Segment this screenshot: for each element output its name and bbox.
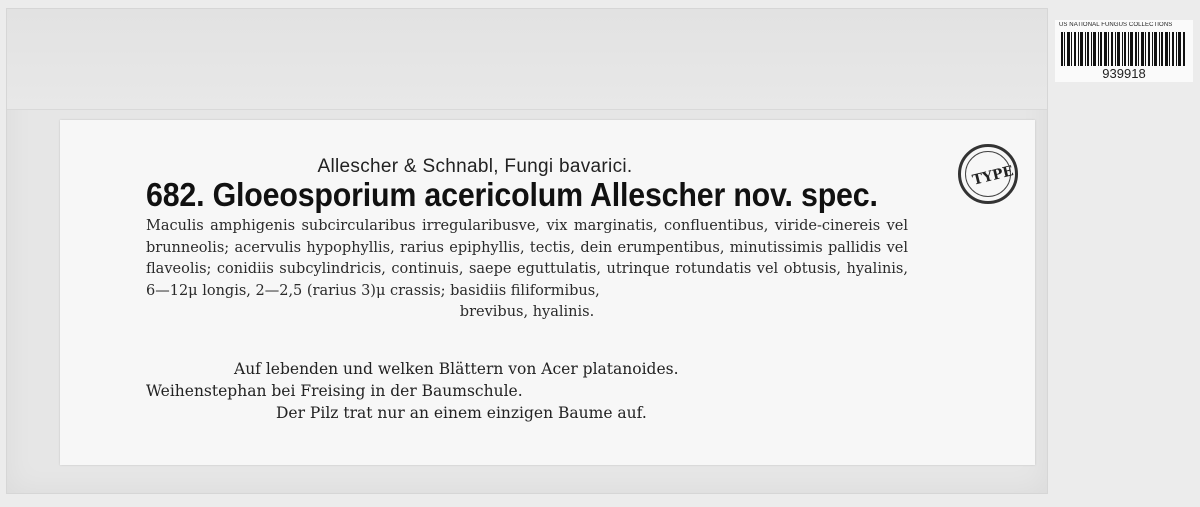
barcode-icon [1061, 32, 1185, 66]
barcode-number: 939918 [1102, 66, 1146, 81]
type-stamp [958, 144, 1018, 204]
envelope-flap [7, 9, 1047, 110]
locality-note: Der Pilz trat nur an einem einzigen Baume auf. [276, 404, 647, 422]
exsiccata-series: Allescher & Schnabl, Fungi bavarici. [317, 156, 633, 177]
barcode-organization: US NATIONAL FUNGUS COLLECTIONS [1059, 22, 1173, 28]
barcode-label [1055, 20, 1193, 82]
type-stamp-ring [965, 151, 1016, 197]
specimen-label [60, 120, 1035, 465]
description-end: brevibus, hyalinis. [459, 304, 595, 320]
type-stamp-text: TYPE [970, 163, 1016, 189]
description-text: Maculis amphigenis subcircularibus irregularibusve, vix marginatis, confluentibus, viride-cinereis vel brunneolis; acervulis hypophyllis, rarius epiphyllis, tectis, dein erumpentibus, minutissimis pallidis vel flaveolis; conidiis subcylindricis, continuis, saepe eguttulatis, utrinque rotundatis vel obtusis, hyalinis, 6—12μ longis, 2—2,5 (rarius 3)μ crassis; basidiis filiformibus, [146, 218, 908, 299]
collection-locality [146, 358, 908, 424]
locality-place: Weihenstephan bei Freising in der Baumschule. [146, 382, 523, 400]
specimen-title: 682. Gloeosporium acericolum Allescher nov. spec. [146, 176, 878, 213]
locality-host: Auf lebenden und welken Blättern von Acer platanoides. [234, 360, 679, 378]
species-description [146, 216, 908, 324]
